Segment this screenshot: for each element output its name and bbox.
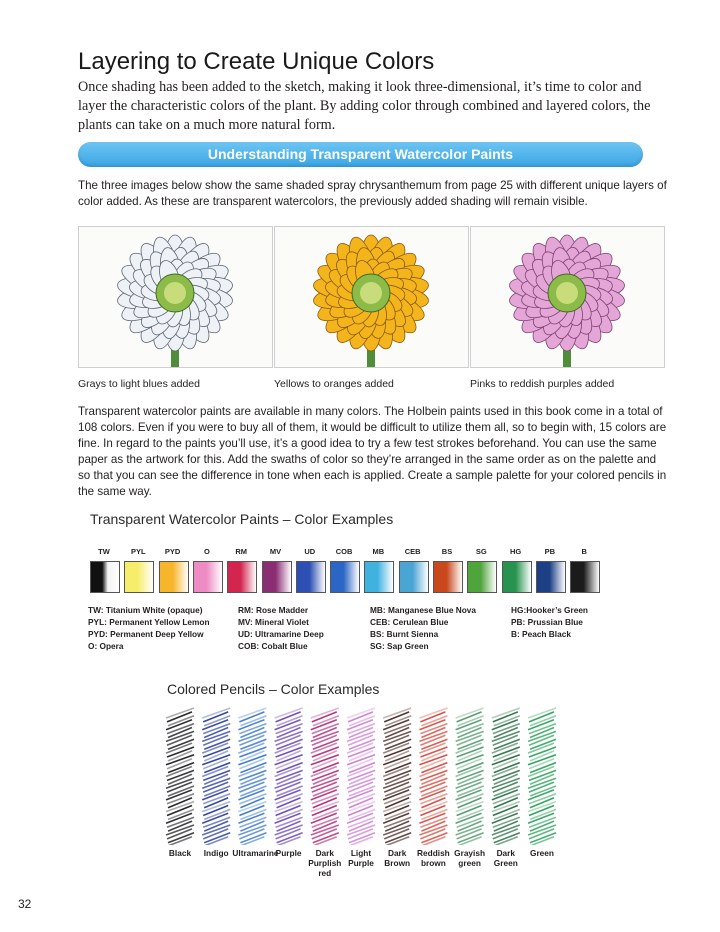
legend-column: [238, 604, 324, 652]
page-number: 32: [18, 897, 32, 911]
legend-entry: O: Opera: [88, 641, 124, 651]
legend-entry: B: Peach Black: [511, 629, 571, 639]
legend-column: [88, 604, 210, 652]
pencil-label: Indigo: [203, 848, 229, 858]
pencil-stroke: [275, 708, 303, 845]
pencil-stroke: [311, 708, 339, 845]
pencils-heading: Colored Pencils – Color Examples: [167, 681, 380, 697]
paint-code: CEB: [404, 547, 421, 556]
legend-entry: MV: Mineral Violet: [238, 617, 309, 627]
figure-yellow-flower: [274, 226, 469, 368]
pencil-label: Grayish green: [454, 848, 486, 868]
paints-heading: Transparent Watercolor Paints – Color Examples: [90, 511, 394, 527]
pencil-stroke: [456, 708, 484, 845]
section-banner: Understanding Transparent Watercolor Paints: [78, 142, 643, 167]
pencil-stroke: [383, 708, 411, 845]
paint-swatch: [364, 561, 394, 593]
legend-entry: COB: Cobalt Blue: [238, 641, 308, 651]
pencil-stroke: [528, 708, 556, 845]
paint-swatch: [90, 561, 120, 593]
paint-code: SG: [475, 547, 487, 556]
figure-caption: Grays to light blues added: [78, 378, 200, 390]
pencil-label: Ultramarine: [232, 848, 279, 858]
pencil-stroke: [166, 708, 194, 845]
paint-code: UD: [304, 547, 316, 556]
legend-column: [511, 604, 588, 640]
paint-swatch: [227, 561, 257, 593]
pencil-label: Light Purple: [348, 848, 374, 868]
pencil-label: Green: [530, 848, 554, 858]
paint-swatch: [296, 561, 326, 593]
paint-swatch: [159, 561, 189, 593]
paint-swatch: [570, 561, 600, 593]
pencil-stroke: [238, 708, 266, 845]
paint-code: O: [203, 547, 210, 556]
paint-code: COB: [335, 547, 353, 556]
paint-code: BS: [441, 547, 453, 556]
pencil-label: Dark Brown: [384, 848, 411, 868]
figure-caption: Pinks to reddish purples added: [470, 378, 615, 390]
pencil-label: Black: [168, 848, 192, 858]
paint-code: HG: [509, 547, 522, 556]
paint-code: B: [581, 547, 587, 556]
pencil-label: Dark Purplish red: [308, 848, 342, 878]
legend-entry: PYD: Permanent Deep Yellow: [88, 629, 204, 639]
paint-code: RM: [235, 547, 248, 556]
paint-swatch: [433, 561, 463, 593]
intro-paragraph: Once shading has been added to the sketch, making it look three-dimensional, it’s time to color and layer the characteristic colors of the plant. By adding color through combined and layered colors, the plants can take on a much more natural form.: [78, 79, 651, 133]
pencil-label: Purple: [275, 848, 302, 858]
legend-entry: MB: Manganese Blue Nova: [370, 605, 477, 615]
pencil-stroke: [492, 708, 520, 845]
paint-code: PYL: [131, 547, 146, 556]
legend-entry: TW: Titanium White (opaque): [88, 605, 203, 615]
flower-pink-illustration: [471, 227, 664, 367]
paint-code: PB: [544, 547, 556, 556]
pencil-label: Reddish brown: [417, 848, 450, 868]
legend-entry: CEB: Cerulean Blue: [370, 617, 449, 627]
paint-swatch: [330, 561, 360, 593]
paint-swatch: [467, 561, 497, 593]
legend-entry: RM: Rose Madder: [238, 605, 309, 615]
pencil-stroke: [419, 708, 447, 845]
paint-code: MV: [269, 547, 282, 556]
paint-code: TW: [98, 547, 110, 556]
paint-swatch: [399, 561, 429, 593]
legend-entry: PYL: Permanent Yellow Lemon: [88, 617, 210, 627]
legend-entry: SG: Sap Green: [370, 641, 429, 651]
flower-yellow-illustration: [275, 227, 468, 367]
page-title: Layering to Create Unique Colors: [78, 48, 435, 75]
paints-description: Transparent watercolor paints are available in many colors. The Holbein paints used in this book come in a total of 108 colors. Even if you were to buy all of them, it would be difficult to utilize them all, so to begin with, 15 colors are fine. In regard to the paints you’ll use, it’s a good idea to try a few test strokes beforehand. You can use the same paper as the artwork for this. Add the swaths of color so they’re arranged in the same order as on the palette and so that you can see the difference in tone when each is applied. Create a sample palette for your colored pencils in the same way.: [78, 405, 667, 498]
legend-entry: BS: Burnt Sienna: [370, 629, 439, 639]
figure-caption: Yellows to oranges added: [274, 378, 394, 390]
figure-gray-flower: [78, 226, 273, 368]
flower-gray-illustration: [79, 227, 272, 367]
pencil-stroke: [202, 708, 230, 845]
paint-swatch: [124, 561, 154, 593]
paint-swatch: [193, 561, 223, 593]
pencil-label: Dark Green: [493, 848, 518, 868]
paint-swatch: [262, 561, 292, 593]
pencil-strokes: [0, 700, 720, 845]
legend-entry: UD: Ultramarine Deep: [238, 629, 324, 639]
paint-swatch: [536, 561, 566, 593]
pencil-stroke: [347, 708, 375, 845]
legend-entry: HG:Hooker’s Green: [511, 605, 588, 615]
paint-code: PYD: [164, 547, 181, 556]
paint-code: MB: [372, 547, 385, 556]
figures-description: The three images below show the same shaded spray chrysanthemum from page 25 with different unique layers of color added. As these are transparent watercolors, the previously added shading will remain visible.: [78, 179, 667, 208]
legend-column: [370, 604, 476, 652]
legend-entry: PB: Prussian Blue: [511, 617, 583, 627]
figure-pink-flower: [470, 226, 665, 368]
paint-swatch: [502, 561, 532, 593]
